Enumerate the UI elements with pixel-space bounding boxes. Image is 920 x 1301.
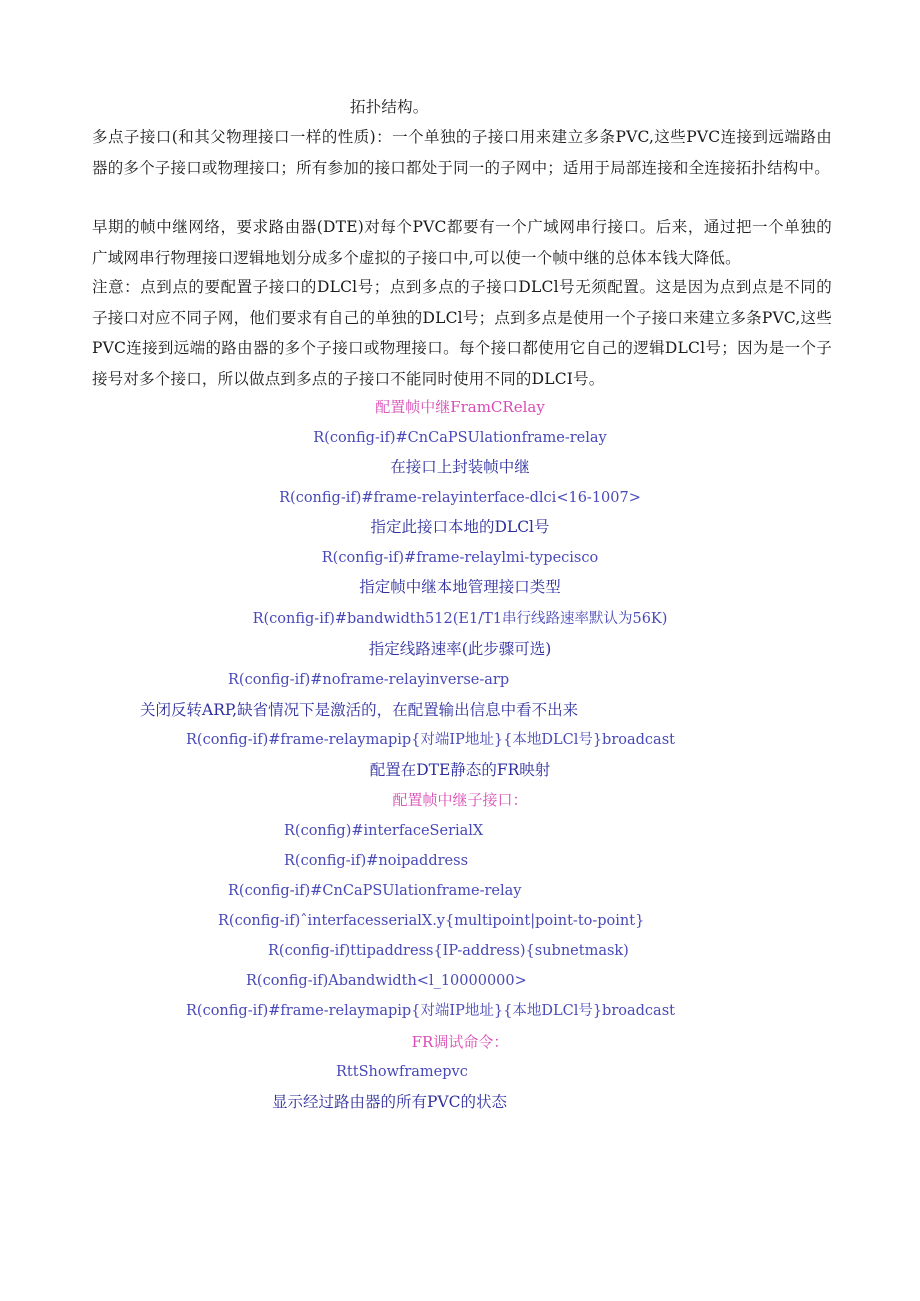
heading-configure-frame-relay: 配置帧中继FramCRelay <box>375 398 545 416</box>
desc-static-fr-map: 配置在DTE静态的FR映射 <box>369 761 551 779</box>
desc-encapsulate-interface: 在接口上封装帧中继 <box>390 458 530 476</box>
heading-configure-subinterface: 配置帧中继子接口： <box>392 791 528 809</box>
desc-disable-inverse-arp: 关闭反转ARP,缺省情况下是激活的，在配置输出信息中看不出来 <box>140 701 579 719</box>
paragraph-early-frame-relay: 早期的帧中继网络，要求路由器(DTE)对每个PVC都要有一个广域网串行接口。后来，通过把一个单独的广域网串行物理接口逻辑地划分成多个虚拟的子接口中,可以使一个帧中继的总体本钱大降低。 <box>92 218 832 267</box>
command-interface-serial: R(config)#interfaceSerialX <box>284 823 484 839</box>
command-lmi-type: R(config-if)#frame-relaylmi-typecisco <box>321 550 599 566</box>
command-map-ip-2: R(config-if)#frame-relaymapip{对端IP地址}{本地DLCl号}broadcast <box>186 1003 675 1019</box>
command-bandwidth: R(config-if)#bandwidth512(E1/T1串行线路速率默认为56K) <box>252 611 668 627</box>
command-subinterface: R(config-if)ˆinterfacesserialX.y{multipoint|point-to-point} <box>218 913 645 929</box>
command-encapsulation: R(config-if)#CnCaPSUlationframe-relay <box>313 430 607 446</box>
desc-show-pvc-status: 显示经过路由器的所有PVC的状态 <box>272 1093 507 1111</box>
paragraph-note-dlci: 注意：点到点的要配置子接口的DLCl号；点到多点的子接口DLCl号无须配置。这是因为点到点是不同的子接口对应不同子网，他们要求有自己的单独的DLCl号；点到多点是使用一个子接口来建立多条PVC,这些PVC连接到远端的路由器的多个子接口或物理接口。每个接口都使用它自己的逻辑DLCl号；因为是一个子接号对多个接口，所以做点到多点的子接口不能同时使用不同的DLCI号。 <box>92 278 832 388</box>
desc-line-rate: 指定线路速率(此步骤可选) <box>368 640 552 658</box>
command-ip-address: R(config-if)ttipaddress{IP-address){subnetmask) <box>268 943 629 959</box>
command-encapsulation-2: R(config-if)#CnCaPSUlationframe-relay <box>228 883 522 899</box>
command-show-frame-pvc: RttShowframepvc <box>336 1064 468 1080</box>
command-no-ip-address: R(config-if)#noipaddress <box>284 853 469 869</box>
command-no-inverse-arp: R(config-if)#noframe-relayinverse-arp <box>228 672 510 688</box>
command-interface-dlci: R(config-if)#frame-relayinterface-dlci<16-1007> <box>279 490 641 506</box>
heading-fr-debug: FR调试命令： <box>411 1033 509 1051</box>
paragraph-multipoint-subinterface: 多点子接口(和其父物理接口一样的性质)：一个单独的子接口用来建立多条PVC,这些PVC连接到远端路由器的多个子接口或物理接口；所有参加的接口都处于同一的子网中；适用于局部连接和全连接拓扑结构中。 <box>92 128 832 177</box>
desc-local-dlci: 指定此接口本地的DLCl号 <box>370 518 550 536</box>
command-map-ip: R(config-if)#frame-relaymapip{对端IP地址}{本地DLCl号}broadcast <box>186 732 675 748</box>
desc-lmi-type: 指定帧中继本地管理接口类型 <box>359 578 561 596</box>
command-bandwidth-2: R(config-if)Abandwidth<l_10000000> <box>246 973 527 989</box>
paragraph-topology-end: 拓扑结构。 <box>350 98 429 116</box>
